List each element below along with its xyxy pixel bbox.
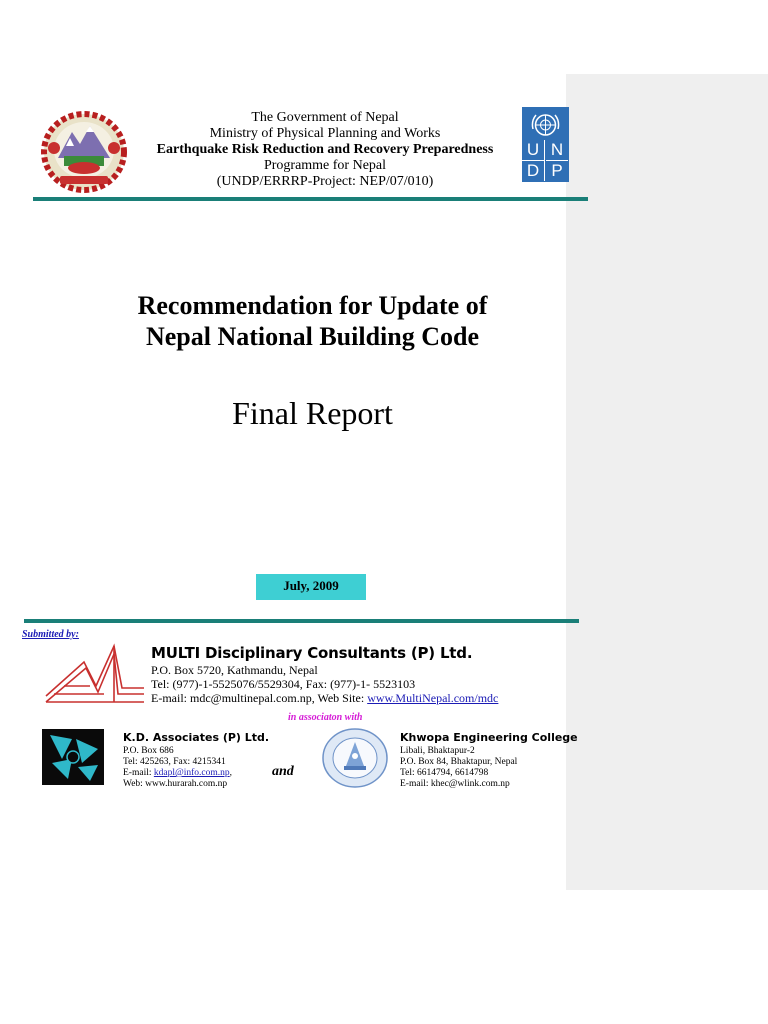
khwopa-college-seal [322,728,388,788]
mdc-email-web-line [151,691,498,705]
mdc-address: P.O. Box 5720, Kathmandu, Nepal [151,663,318,677]
undp-logo [522,107,569,182]
header-block [130,110,520,190]
khwopa-contact-block [400,746,517,790]
report-date-badge: July, 2009 [256,574,366,600]
kd-po-box: P.O. Box 686 [123,746,174,756]
header-government: The Government of Nepal [251,110,399,125]
mdc-email-link[interactable]: mdc@multinepal.com.np [190,691,312,705]
association-label: in associaton with [288,712,363,723]
submitted-by-label: Submitted by: [22,629,79,640]
mdc-website-link[interactable]: www.MultiNepal.com/mdc [367,691,499,705]
khwopa-address-1: Libali, Bhaktapur-2 [400,746,475,756]
kd-website: Web: www.hurarah.com.np [123,779,228,789]
khwopa-phone: Tel: 6614794, 6614798 [400,768,489,778]
header-divider [33,197,588,201]
footer-divider [24,619,579,623]
mdc-contact-block [151,663,498,705]
kd-associates-logo [42,729,104,785]
nepal-emblem-logo [40,108,130,194]
kd-company-name: K.D. Associates (P) Ltd. [123,731,270,744]
undp-letter-p: P [551,161,563,180]
comment-margin-panel [566,74,768,890]
report-subtitle: Final Report [232,395,393,431]
kd-email-link[interactable]: kdapl@info.com.np [153,768,230,778]
header-ministry: Ministry of Physical Planning and Works [209,126,441,141]
un-emblem-icon [530,111,561,139]
mdc-email-prefix: E-mail: [151,691,190,705]
report-title-line-2: Nepal National Building Code [145,322,479,351]
khwopa-college-name: Khwopa Engineering College [400,731,578,744]
mdc-logo [44,640,146,706]
kd-phone: Tel: 425263, Fax: 4215341 [123,757,226,767]
kd-contact-block [123,746,232,790]
header-programme-name: Earthquake Risk Reduction and Recovery Preparedness [156,142,494,157]
undp-letter-d: D [522,161,545,181]
header-programme-country: Programme for Nepal [263,158,387,173]
kd-email-line [123,768,232,779]
kd-email-prefix: E-mail: [123,768,154,778]
kd-email-suffix: , [229,768,233,778]
mdc-company-name: MULTI Disciplinary Consultants (P) Ltd. [151,644,473,662]
report-title-line-1: Recommendation for Update of [137,291,488,320]
and-connector: and [272,764,294,779]
mdc-web-prefix: , Web Site: [311,691,368,705]
mdc-phone: Tel: (977)-1-5525076/5529304, Fax: (977)-1- 5523103 [151,677,416,691]
undp-letter-n: N [546,140,568,161]
undp-letter-u: U [522,140,545,161]
report-title [80,290,545,352]
khwopa-address-2: P.O. Box 84, Bhaktapur, Nepal [400,757,518,767]
khwopa-email: E-mail: khec@wlink.com.np [400,779,510,789]
header-project-code: (UNDP/ERRRP-Project: NEP/07/010) [216,174,434,189]
